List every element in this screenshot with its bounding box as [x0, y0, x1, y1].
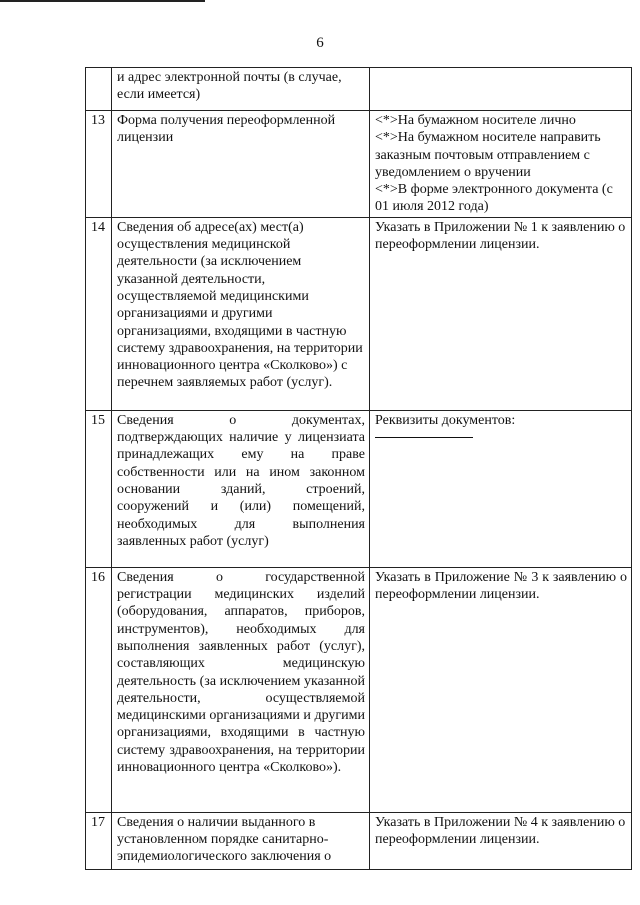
row-description: Форма получения переоформленной лицензии	[112, 111, 370, 218]
value-option-mail: <*>На бумажном носителе направить заказным почтовым отправлением с уведомлением о вручении	[375, 130, 601, 180]
row-description: и адрес электронной почты (в случае, если имеется)	[112, 68, 370, 111]
row-value: Указать в Приложении № 4 к заявлению о переоформлении лицензии.	[370, 812, 632, 869]
row-value: Указать в Приложении № 1 к заявлению о переоформлении лицензии.	[370, 217, 632, 410]
row-number	[86, 68, 112, 111]
row-description: Сведения о государственной регистрации медицинских изделий (оборудования, аппаратов, приборов, инструментов), необходимых для выполнения заявленных работ (услуг), составляющих медицинскую деятельность (за исключением указанной деятельности, осуществляемой медицинскими организациями и другими организациями, входящими в частную систему здравоохранения, на территории инновационного центра «Сколково»).	[112, 567, 370, 812]
row-description: Сведения о документах, подтверждающих наличие у лицензиата принадлежащих ему на праве собственности или на ином законном основании зданий, строений, сооружений и (или) помещений, необходимых для выполнения заявленных работ (услуг)	[112, 410, 370, 567]
top-rule	[0, 0, 205, 2]
row-number: 14	[86, 217, 112, 410]
row-value	[370, 410, 632, 567]
row-number: 13	[86, 111, 112, 218]
value-option-in-person: <*>На бумажном носителе лично	[375, 113, 576, 128]
row-description: Сведения об адресе(ах) мест(а) осуществления медицинской деятельности (за исключением указанной деятельности, осуществляемой медицинскими организациями и другими организациями, входящими в частную систему здравоохранения, на территории инновационного центра «Сколково») с перечнем заявляемых работ (услуг).	[112, 217, 370, 410]
application-table	[85, 67, 632, 870]
row-description: Сведения о наличии выданного в установленном порядке санитарно-эпидемиологического заключения о	[112, 812, 370, 869]
row-value: Указать в Приложение № 3 к заявлению о переоформлении лицензии.	[370, 567, 632, 812]
row-value	[370, 111, 632, 218]
page-number: 6	[316, 35, 324, 51]
table-row	[86, 111, 632, 218]
table-row	[86, 812, 632, 869]
row-number: 15	[86, 410, 112, 567]
blank-fill-line	[375, 429, 473, 438]
table-row	[86, 217, 632, 410]
row-number: 17	[86, 812, 112, 869]
table-row	[86, 68, 632, 111]
table-row	[86, 410, 632, 567]
value-option-electronic: <*>В форме электронного документа (с 01 июля 2012 года)	[375, 182, 613, 215]
value-label: Реквизиты документов:	[375, 412, 516, 428]
table-row	[86, 567, 632, 812]
row-value	[370, 68, 632, 111]
row-number: 16	[86, 567, 112, 812]
